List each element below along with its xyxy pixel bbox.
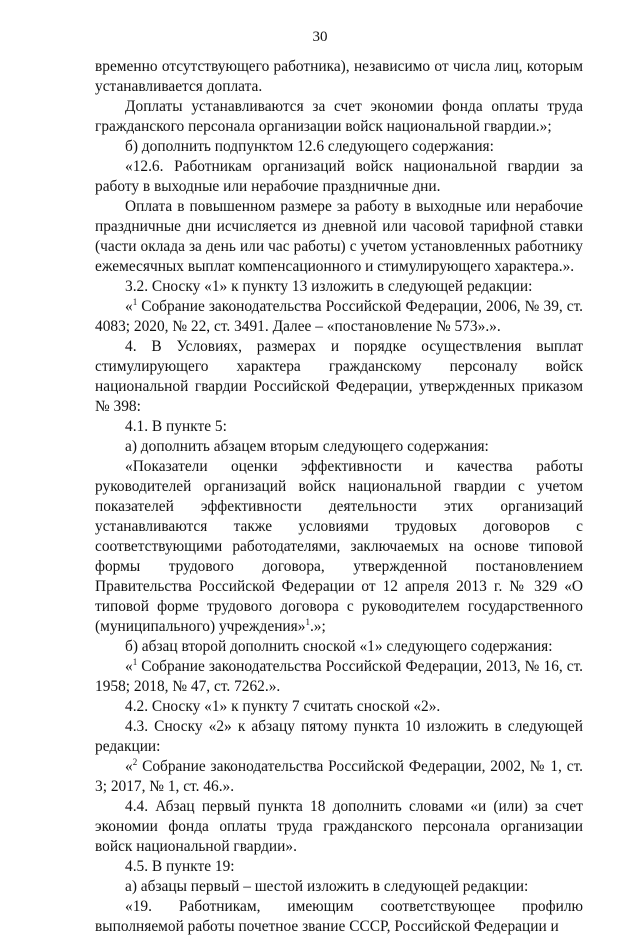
paragraph [95,437,583,457]
paragraph-text: « [125,658,133,675]
paragraph-text: «19. Работникам, имеющим соответствующее профилю выполняемой работы почетное звание СССР, Российской Федерации и [95,898,583,935]
paragraph [95,657,583,697]
paragraph-text: а) абзацы первый – шестой изложить в следующей редакции: [125,878,529,895]
paragraph [95,697,583,717]
page-number: 30 [312,29,328,45]
paragraph-text: « [125,298,133,315]
paragraph [95,417,583,437]
paragraph [95,877,583,897]
paragraph [95,337,583,417]
paragraph-text: а) дополнить абзацем вторым следующего содержания: [125,438,489,455]
paragraph [95,897,583,937]
paragraph-text-continued: Собрание законодательства Российской Федерации, 2006, № 39, ст. 4083; 2020, № 22, ст. 3491. Далее – «постановление № 573».». [95,298,583,335]
footnote-marker: 1 [305,616,310,627]
paragraph-text-continued: .»; [309,618,326,635]
paragraph [95,717,583,757]
paragraph [95,137,583,157]
paragraph-text-continued: Собрание законодательства Российской Федерации, 2013, № 16, ст. 1958; 2018, № 47, ст. 7262.». [95,658,583,695]
paragraph-text: 4.2. Сноску «1» к пункту 7 считать сноской «2». [125,698,441,715]
paragraph [95,197,583,277]
paragraph-text: временно отсутствующего работника), независимо от числа лиц, которым устанавливается доплата. [95,58,583,95]
paragraph [95,457,583,637]
paragraph-text: « [125,758,133,775]
paragraph-text: 4.5. В пункте 19: [125,858,235,875]
paragraph [95,57,583,97]
paragraph [95,637,583,657]
paragraph-text: «Показатели оценки эффективности и качества работы руководителей организаций войск национальной гвардии с учетом показателей эффективности деятельности этих организаций устанавливаются также условиями трудовых договоров с соответствующими работодателями, заключаемых на основе типовой формы трудового договора, утвержденной постановлением Правительства Российской Федерации от 12 апреля 2013 г. № 329 «О типовой форме трудового договора с руководителем государственного (муниципального) учреждения» [95,458,583,635]
paragraph-text: 4.1. В пункте 5: [125,418,227,435]
paragraph [95,277,583,297]
paragraph-text: Оплата в повышенном размере за работу в выходные или нерабочие праздничные дни исчисляется из дневной или часовой тарифной ставки (части оклада за день или час работы) с учетом установленных работнику ежемесячных выплат компенсационного и стимулирующего характера.». [95,198,583,275]
paragraph [95,857,583,877]
paragraph [95,297,583,337]
paragraph-text: б) дополнить подпунктом 12.6 следующего содержания: [125,138,494,155]
document-body [95,57,583,937]
paragraph [95,157,583,197]
paragraph-text: б) абзац второй дополнить сноской «1» следующего содержания: [125,638,553,655]
paragraph [95,97,583,137]
paragraph-text: 4. В Условиях, размерах и порядке осуществления выплат стимулирующего характера гражданскому персоналу войск национальной гвардии Российской Федерации, утвержденных приказом № 398: [95,338,583,415]
footnote-marker: 1 [132,656,138,667]
footnote-marker: 2 [132,756,138,767]
footnote-marker: 1 [132,296,138,307]
paragraph-text-continued: Собрание законодательства Российской Федерации, 2002, № 1, ст. 3; 2017, № 1, ст. 46.». [95,758,583,795]
paragraph-text: Доплаты устанавливаются за счет экономии фонда оплаты труда гражданского персонала организации войск национальной гвардии.»; [95,98,583,135]
paragraph [95,797,583,857]
paragraph-text: 4.4. Абзац первый пункта 18 дополнить словами «и (или) за счет экономии фонда оплаты труда гражданского персонала организации войск национальной гвардии». [95,798,583,855]
paragraph-text: «12.6. Работникам организаций войск национальной гвардии за работу в выходные или нерабочие праздничные дни. [95,158,583,195]
paragraph-text: 3.2. Сноску «1» к пункту 13 изложить в следующей редакции: [125,278,533,295]
paragraph [95,757,583,797]
paragraph-text: 4.3. Сноску «2» к абзацу пятому пункта 10 изложить в следующей редакции: [95,718,583,755]
